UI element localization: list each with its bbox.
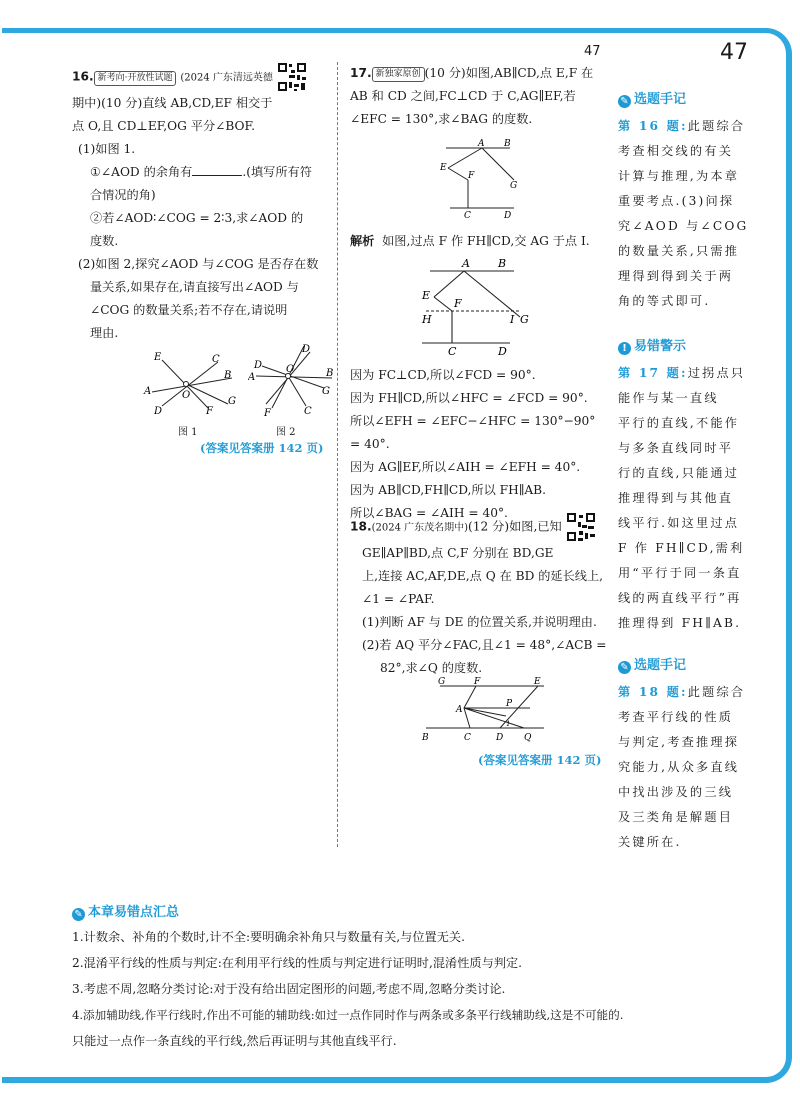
svg-text:A: A [144, 386, 152, 397]
q16-source-line2: 期中)(10 分)直线 AB,CD,EF 相交于 [72, 96, 273, 110]
note-1-line: 此题综合 [687, 119, 746, 133]
summary-item: 3.考虑不周,忽略分类讨论:对于没有给出固定图形的问题,考虑不周,忽略分类讨论. [72, 982, 506, 996]
note-3-highlight: 第 18 题: [618, 685, 688, 699]
note-3-line: 及三类角是解题目 [618, 810, 734, 824]
svg-text:E: E [534, 677, 541, 687]
svg-text:O: O [286, 364, 295, 375]
qr-code-icon [566, 512, 596, 542]
svg-text:A: A [456, 705, 463, 715]
note-3-line: 与判定,考查推理探 [618, 735, 740, 749]
q16-tag: 新考向·开放性试题 [94, 71, 177, 86]
note-2-line: 与多条直线同时平 [618, 441, 734, 455]
q16-part1a: ①∠AOD 的余角有 .(填写所有符 [90, 165, 312, 179]
svg-text:D: D [498, 345, 507, 358]
summary-item: 1.计数余、补角的个数时,计不全:要明确余补角只与数量有关,与位置无关. [72, 930, 465, 944]
svg-text:D: D [496, 733, 504, 743]
note-2-line: 推理得到 FH∥AB. [618, 616, 742, 630]
note-icon: ✎ [618, 95, 631, 108]
note-box-2 [618, 337, 768, 636]
note-2-line: 推理得到与其他直 [618, 491, 734, 505]
column-divider [337, 62, 338, 847]
svg-text:G: G [520, 313, 529, 326]
q17-tag: 新独家原创 [372, 67, 425, 82]
svg-text:A: A [248, 372, 256, 383]
svg-text:F: F [454, 297, 462, 310]
warning-icon: ! [618, 342, 631, 355]
note-2-line: 行的直线,只能通过 [618, 466, 740, 480]
q18-part1: (1)判断 AF 与 DE 的位置关系,并说明理由. [362, 615, 597, 629]
svg-text:B: B [504, 139, 511, 149]
note-2-heading: 易错警示 [634, 339, 687, 354]
q16-number: 16. [72, 69, 94, 84]
note-3-heading: 选题手记 [634, 658, 687, 673]
analysis-text: 如图,过点 F 作 FH∥CD,交 AG 于点 I. [382, 234, 590, 248]
q17-line3: ∠EFC = 130°,求∠BAG 的度数. [350, 112, 533, 126]
summary-item: 4.添加辅助线,作平行线时,作出不可能的辅助线:如过一点作同时作与两条或多条平行线辅助线,这是不可能的. [72, 1008, 624, 1022]
summary-heading: 本章易错点汇总 [88, 905, 180, 920]
q16-part1b: ②若∠AOD∶∠COG = 2∶3,求∠AOD 的 [90, 211, 304, 225]
svg-text:F: F [468, 171, 475, 181]
page-number: 47 [720, 40, 748, 65]
q18-line4: ∠1 = ∠PAF. [362, 592, 435, 606]
q17-line1: (10 分)如图,AB∥CD,点 E,F 在 [424, 66, 594, 80]
svg-text:G: G [510, 181, 518, 191]
q18-line2: GE∥AP∥BD,点 C,F 分别在 BD,GE [362, 546, 554, 560]
q17-step4: 因为 AG∥EF,所以∠AIH = ∠EFH = 40°. [350, 460, 581, 474]
svg-text:C: C [304, 406, 312, 417]
note-1-line: 考查相交线的有关 [618, 144, 734, 158]
figure-2 [248, 342, 338, 432]
note-2-line: 线平行.如这里过点 [618, 516, 740, 530]
svg-text:Q: Q [524, 733, 532, 743]
chapter-error-summary [72, 902, 772, 1054]
answer-blank [192, 175, 242, 176]
q16-part2-cont3: 理由. [90, 326, 119, 340]
note-icon: ✎ [618, 661, 631, 674]
note-box-3 [618, 656, 768, 855]
q16-part2-cont: 量关系,如果存在,请直接写出∠AOD 与 [90, 280, 299, 294]
summary-item: 2.混淆平行线的性质与判定:在利用平行线的性质与判定进行证明时,混淆性质与判定. [72, 956, 523, 970]
svg-text:G: G [228, 396, 236, 407]
note-2-line: 平行的直线,不能作 [618, 416, 740, 430]
svg-text:H: H [422, 313, 432, 326]
svg-text:P: P [506, 699, 513, 709]
question-18 [350, 512, 608, 680]
svg-text:I: I [510, 313, 515, 326]
analysis-label: 解析 [350, 234, 375, 248]
q18-part2: (2)若 AQ 平分∠FAC,且∠1 = 48°,∠ACB = [362, 638, 607, 652]
note-1-line: 重要考点.(3)问探 [618, 194, 735, 208]
svg-text:F: F [264, 408, 271, 419]
summary-icon: ✎ [72, 908, 85, 921]
note-2-line: F 作 FH∥CD,需利 [618, 541, 745, 555]
q16-part2-cont2: ∠COG 的数量关系;若不存在,请说明 [90, 303, 288, 317]
q17-step5: 因为 AB∥CD,FH∥CD,所以 FH∥AB. [350, 483, 547, 497]
q18-figure [420, 676, 550, 746]
svg-text:O: O [182, 390, 191, 401]
svg-text:F: F [206, 406, 213, 417]
q17-figure [438, 136, 528, 220]
q17-analysis [350, 230, 608, 253]
q16-part1: (1)如图 1. [78, 142, 136, 156]
note-2-line: 过拐点只 [687, 366, 746, 380]
q16-answer-ref: (答案见答案册 142 页) [200, 441, 324, 455]
svg-text:C: C [464, 733, 471, 743]
q17-step3: 所以∠EFH = ∠EFC−∠HFC = 130°−90° = 40°. [350, 414, 596, 451]
svg-text:E: E [440, 163, 447, 173]
svg-text:E: E [154, 352, 162, 363]
svg-text:F: F [474, 677, 481, 687]
q18-number: 18. [350, 519, 372, 534]
q17-step2: 因为 FH∥CD,所以∠HFC = ∠FCD = 90°. [350, 391, 588, 405]
svg-text:1: 1 [506, 720, 511, 728]
note-box-1 [618, 90, 768, 314]
note-1-heading: 选题手记 [634, 92, 687, 107]
svg-text:D: D [154, 406, 163, 417]
page-number-small: 47 [584, 44, 601, 59]
note-2-line: 能作与某一直线 [618, 391, 719, 405]
note-1-line: 角的等式即可. [618, 294, 711, 308]
svg-text:B: B [422, 733, 429, 743]
svg-text:A: A [462, 257, 470, 270]
note-3-line: 关键所在. [618, 835, 682, 849]
q17-line2: AB 和 CD 之间,FC⊥CD 于 C,AG∥EF,若 [350, 89, 576, 103]
q18-part2-cont: 82°,求∠Q 的度数. [380, 661, 483, 675]
q16-part1b-cont: 度数. [90, 234, 119, 248]
q18-line3: 上,连接 AC,AF,DE,点 Q 在 BD 的延长线上, [362, 569, 604, 583]
note-1-line: 的数量关系,只需推 [618, 244, 740, 258]
q16-part1a-cont: 合情况的角) [90, 188, 156, 202]
svg-text:C: C [448, 345, 457, 358]
svg-text:D: D [254, 360, 263, 371]
note-3-line: 考查平行线的性质 [618, 710, 734, 724]
svg-text:B: B [326, 368, 334, 379]
note-1-line: 计算与推理,为本章 [618, 169, 740, 183]
question-17 [350, 62, 608, 131]
qr-code-icon [277, 62, 307, 92]
note-1-line: 究∠AOD 与∠COG [618, 219, 749, 233]
q18-answer-ref: (答案见答案册 142 页) [478, 753, 602, 767]
svg-text:B: B [224, 370, 232, 381]
q17-analysis-figure [418, 255, 538, 360]
note-3-line: 究能力,从众多直线 [618, 760, 740, 774]
q17-step6: 所以∠BAG = ∠AIH = 40°. [350, 506, 508, 520]
note-3-line: 此题综合 [687, 685, 746, 699]
q16-source: (2024 广东清远英德 [180, 72, 273, 84]
q18-source: (2024 广东茂名期中) [371, 522, 469, 534]
q17-step1: 因为 FC⊥CD,所以∠FCD = 90°. [350, 368, 536, 382]
svg-text:D: D [302, 344, 311, 355]
svg-text:G: G [438, 677, 446, 687]
svg-text:C: C [212, 354, 220, 365]
note-3-line: 中找出涉及的三线 [618, 785, 734, 799]
q17-solution [350, 364, 608, 525]
note-1-highlight: 第 16 题: [618, 119, 688, 133]
note-2-highlight: 第 17 题: [618, 366, 688, 380]
note-1-line: 理得到得到关于两 [618, 269, 734, 283]
note-2-line: 用“平行于同一条直 [618, 566, 742, 580]
note-2-line: 线的两直线平行”再 [618, 591, 742, 605]
question-16 [72, 62, 330, 345]
figure-1-caption: 图 1 [178, 427, 198, 438]
q18-line1: (12 分)如图,已知 [468, 519, 562, 534]
figure-2-caption: 图 2 [276, 427, 296, 438]
svg-text:A: A [478, 139, 485, 149]
svg-text:B: B [498, 257, 507, 270]
summary-item: 只能过一点作一条直线的平行线,然后再证明与其他直线平行. [72, 1034, 397, 1048]
svg-text:E: E [422, 289, 431, 302]
q16-line2: 点 O,且 CD⊥EF,OG 平分∠BOF. [72, 119, 255, 133]
svg-text:D: D [504, 211, 512, 220]
q16-part2: (2)如图 2,探究∠AOD 与∠COG 是否存在数 [78, 257, 319, 271]
svg-text:C: C [464, 211, 471, 220]
svg-text:G: G [322, 386, 330, 397]
q17-number: 17. [350, 66, 372, 80]
